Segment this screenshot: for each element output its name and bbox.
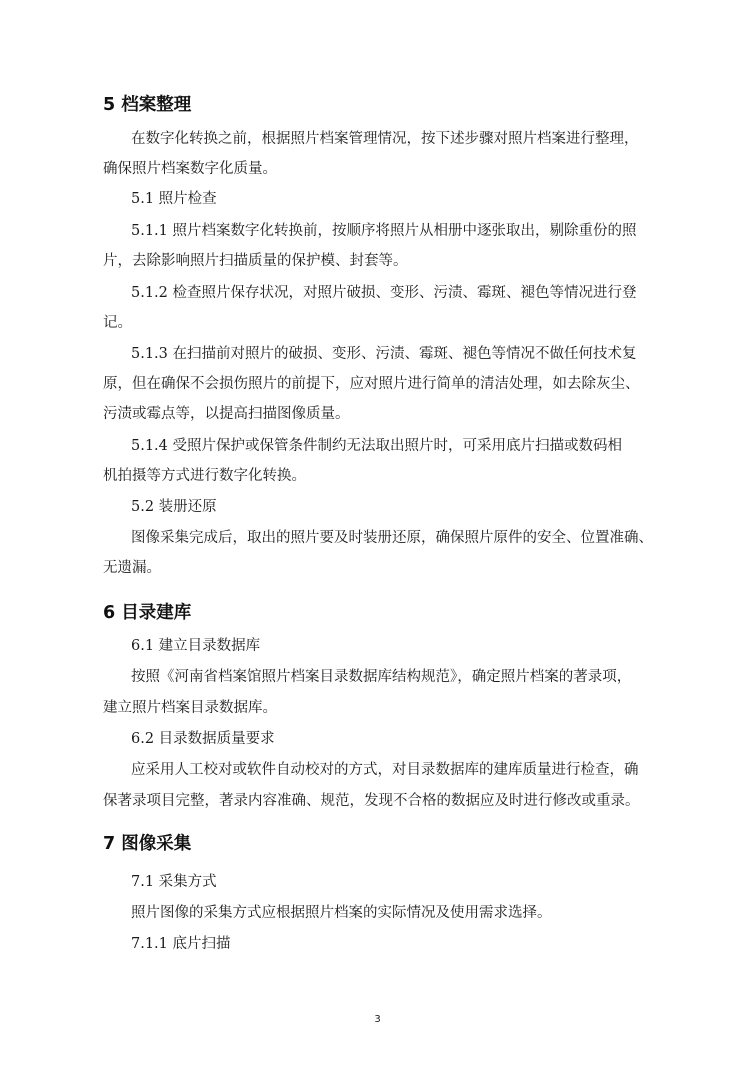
section-5-1-3-line-2: 原，但在确保不会损伤照片的前提下，应对照片进行简单的清洁处理，如去除灰尘、 [103,376,640,392]
section-6-2-line-1: 应采用人工校对或软件自动校对的方式，对目录数据库的建库质量进行检查，确 [131,762,639,778]
section-5-2-line-1: 图像采集完成后，取出的照片要及时装册还原，确保照片原件的安全、位置准确、 [131,530,653,546]
section-5-1-3-line-3: 污渍或霉点等，以提高扫描图像质量。 [103,406,350,422]
section-5-intro-line-2: 确保照片档案数字化质量。 [103,161,277,177]
section-5-2-title: 5.2 装册还原 [131,499,217,515]
section-7-heading: 7 图像采集 [103,834,192,854]
section-5-2-line-2: 无遗漏。 [103,560,161,576]
section-7-1-line-1: 照片图像的采集方式应根据照片档案的实际情况及使用需求选择。 [131,905,552,921]
section-6-1-line-1: 按照《河南省档案馆照片档案目录数据库结构规范》，确定照片档案的著录项， [131,669,632,685]
section-6-1-title: 6.1 建立目录数据库 [131,638,261,654]
section-5-1-title: 5.1 照片检查 [131,191,217,207]
section-6-2-line-2: 保著录项目完整，著录内容准确、规范，发现不合格的数据应及时进行修改或重录。 [103,793,640,809]
section-5-1-1-line-1: 5.1.1 照片档案数字化转换前，按顺序将照片从相册中逐张取出，剔除重份的照 [131,223,637,239]
section-6-heading: 6 目录建库 [103,603,192,623]
section-7-1-title: 7.1 采集方式 [131,874,217,890]
section-6-2-title: 6.2 目录数据质量要求 [131,731,275,747]
section-5-1-4-line-1: 5.1.4 受照片保护或保管条件制约无法取出照片时，可采用底片扫描或数码相 [131,438,623,454]
page-number: 3 [374,1014,381,1025]
section-6-1-line-2: 建立照片档案目录数据库。 [103,700,277,716]
section-5-1-1-line-2: 片，去除影响照片扫描质量的保护模、封套等。 [103,253,408,269]
section-7-1-1-title: 7.1.1 底片扫描 [131,936,231,952]
section-5-intro-line-1: 在数字化转换之前，根据照片档案管理情况，按下述步骤对照片档案进行整理， [131,131,639,147]
section-5-1-4-line-2: 机拍摄等方式进行数字化转换。 [103,468,306,484]
section-5-1-2-line-1: 5.1.2 检查照片保存状况，对照片破损、变形、污渍、霉斑、褪色等情况进行登 [131,285,637,301]
section-5-1-2-line-2: 记。 [103,315,132,331]
section-5-heading: 5 档案整理 [103,95,192,115]
section-5-1-3-line-1: 5.1.3 在扫描前对照片的破损、变形、污渍、霉斑、褪色等情况不做任何技术复 [131,346,637,362]
